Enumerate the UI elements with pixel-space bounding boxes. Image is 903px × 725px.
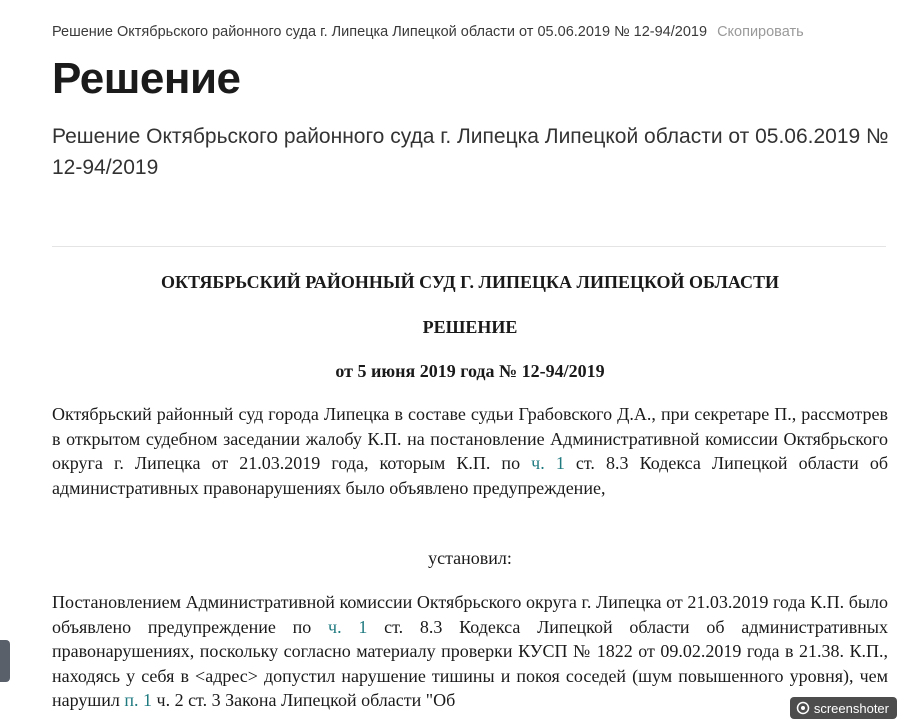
law-link-clause-1[interactable]: п. 1	[124, 690, 153, 710]
watermark-text: screenshoter	[813, 700, 889, 716]
breadcrumb	[52, 24, 892, 40]
paragraph-text: ст. 8.3 Кодекса Липецкой области об административных правонарушениях было объявлено предупреждение,	[52, 453, 889, 498]
established-heading: установил:	[428, 548, 512, 568]
side-feedback-tab[interactable]	[0, 640, 10, 682]
paragraph-text: Октябрьский районный суд города Липецка в составе судьи Грабовского Д.А., при секретаре П., рассмотрев в открытом судебном заседании жалобу К.П. на постановление Административной комиссии Октябрьского округа г. Липецка от 21.03.2019 года, которым К.П. по	[52, 404, 888, 473]
page-subtitle: Решение Октябрьского районного суда г. Липецка Липецкой области от 05.06.2019 № 12-94/2019	[52, 125, 889, 179]
court-heading: ОКТЯБРЬСКИЙ РАЙОННЫЙ СУД Г. ЛИПЕЦКА ЛИПЕЦКОЙ ОБЛАСТИ	[160, 272, 780, 292]
paragraph-text: ст. 8.3 Кодекса Липецкой области об административных правонарушениях, поскольку согласно материалу проверки КУСП № 1822 от 09.02.2019 года в 21.38. К.П., находясь у себя в <адрес> допустил нарушение тишины и покоя соседей (шум повышенного уровня), чем нарушил	[52, 616, 888, 710]
document-date-heading: от 5 июня 2019 года № 12-94/2019	[335, 361, 605, 381]
divider	[52, 246, 886, 247]
law-link-part-1[interactable]: ч. 1	[531, 453, 565, 473]
screenshoter-watermark	[790, 697, 897, 719]
law-link-part-1[interactable]: ч. 1	[328, 616, 368, 637]
document-type-heading: РЕШЕНИЕ	[422, 317, 518, 337]
paragraph-text: ч. 2 ст. 3 Закона Липецкой области "Об	[152, 690, 456, 710]
breadcrumb-text: Решение Октябрьского районного суда г. Липецка Липецкой области от 05.06.2019 № 12-94/2019	[52, 24, 708, 40]
paragraph-intro	[52, 402, 888, 500]
paragraph-facts	[52, 590, 888, 713]
paragraph-text: Постановлением Административной комиссии Октябрьского округа г. Липецка от 21.03.2019 года К.П. было объявлено предупреждение по	[52, 592, 888, 637]
camera-icon	[796, 701, 810, 715]
copy-link[interactable]: Скопировать	[717, 24, 804, 40]
page-title: Решение	[52, 54, 241, 103]
